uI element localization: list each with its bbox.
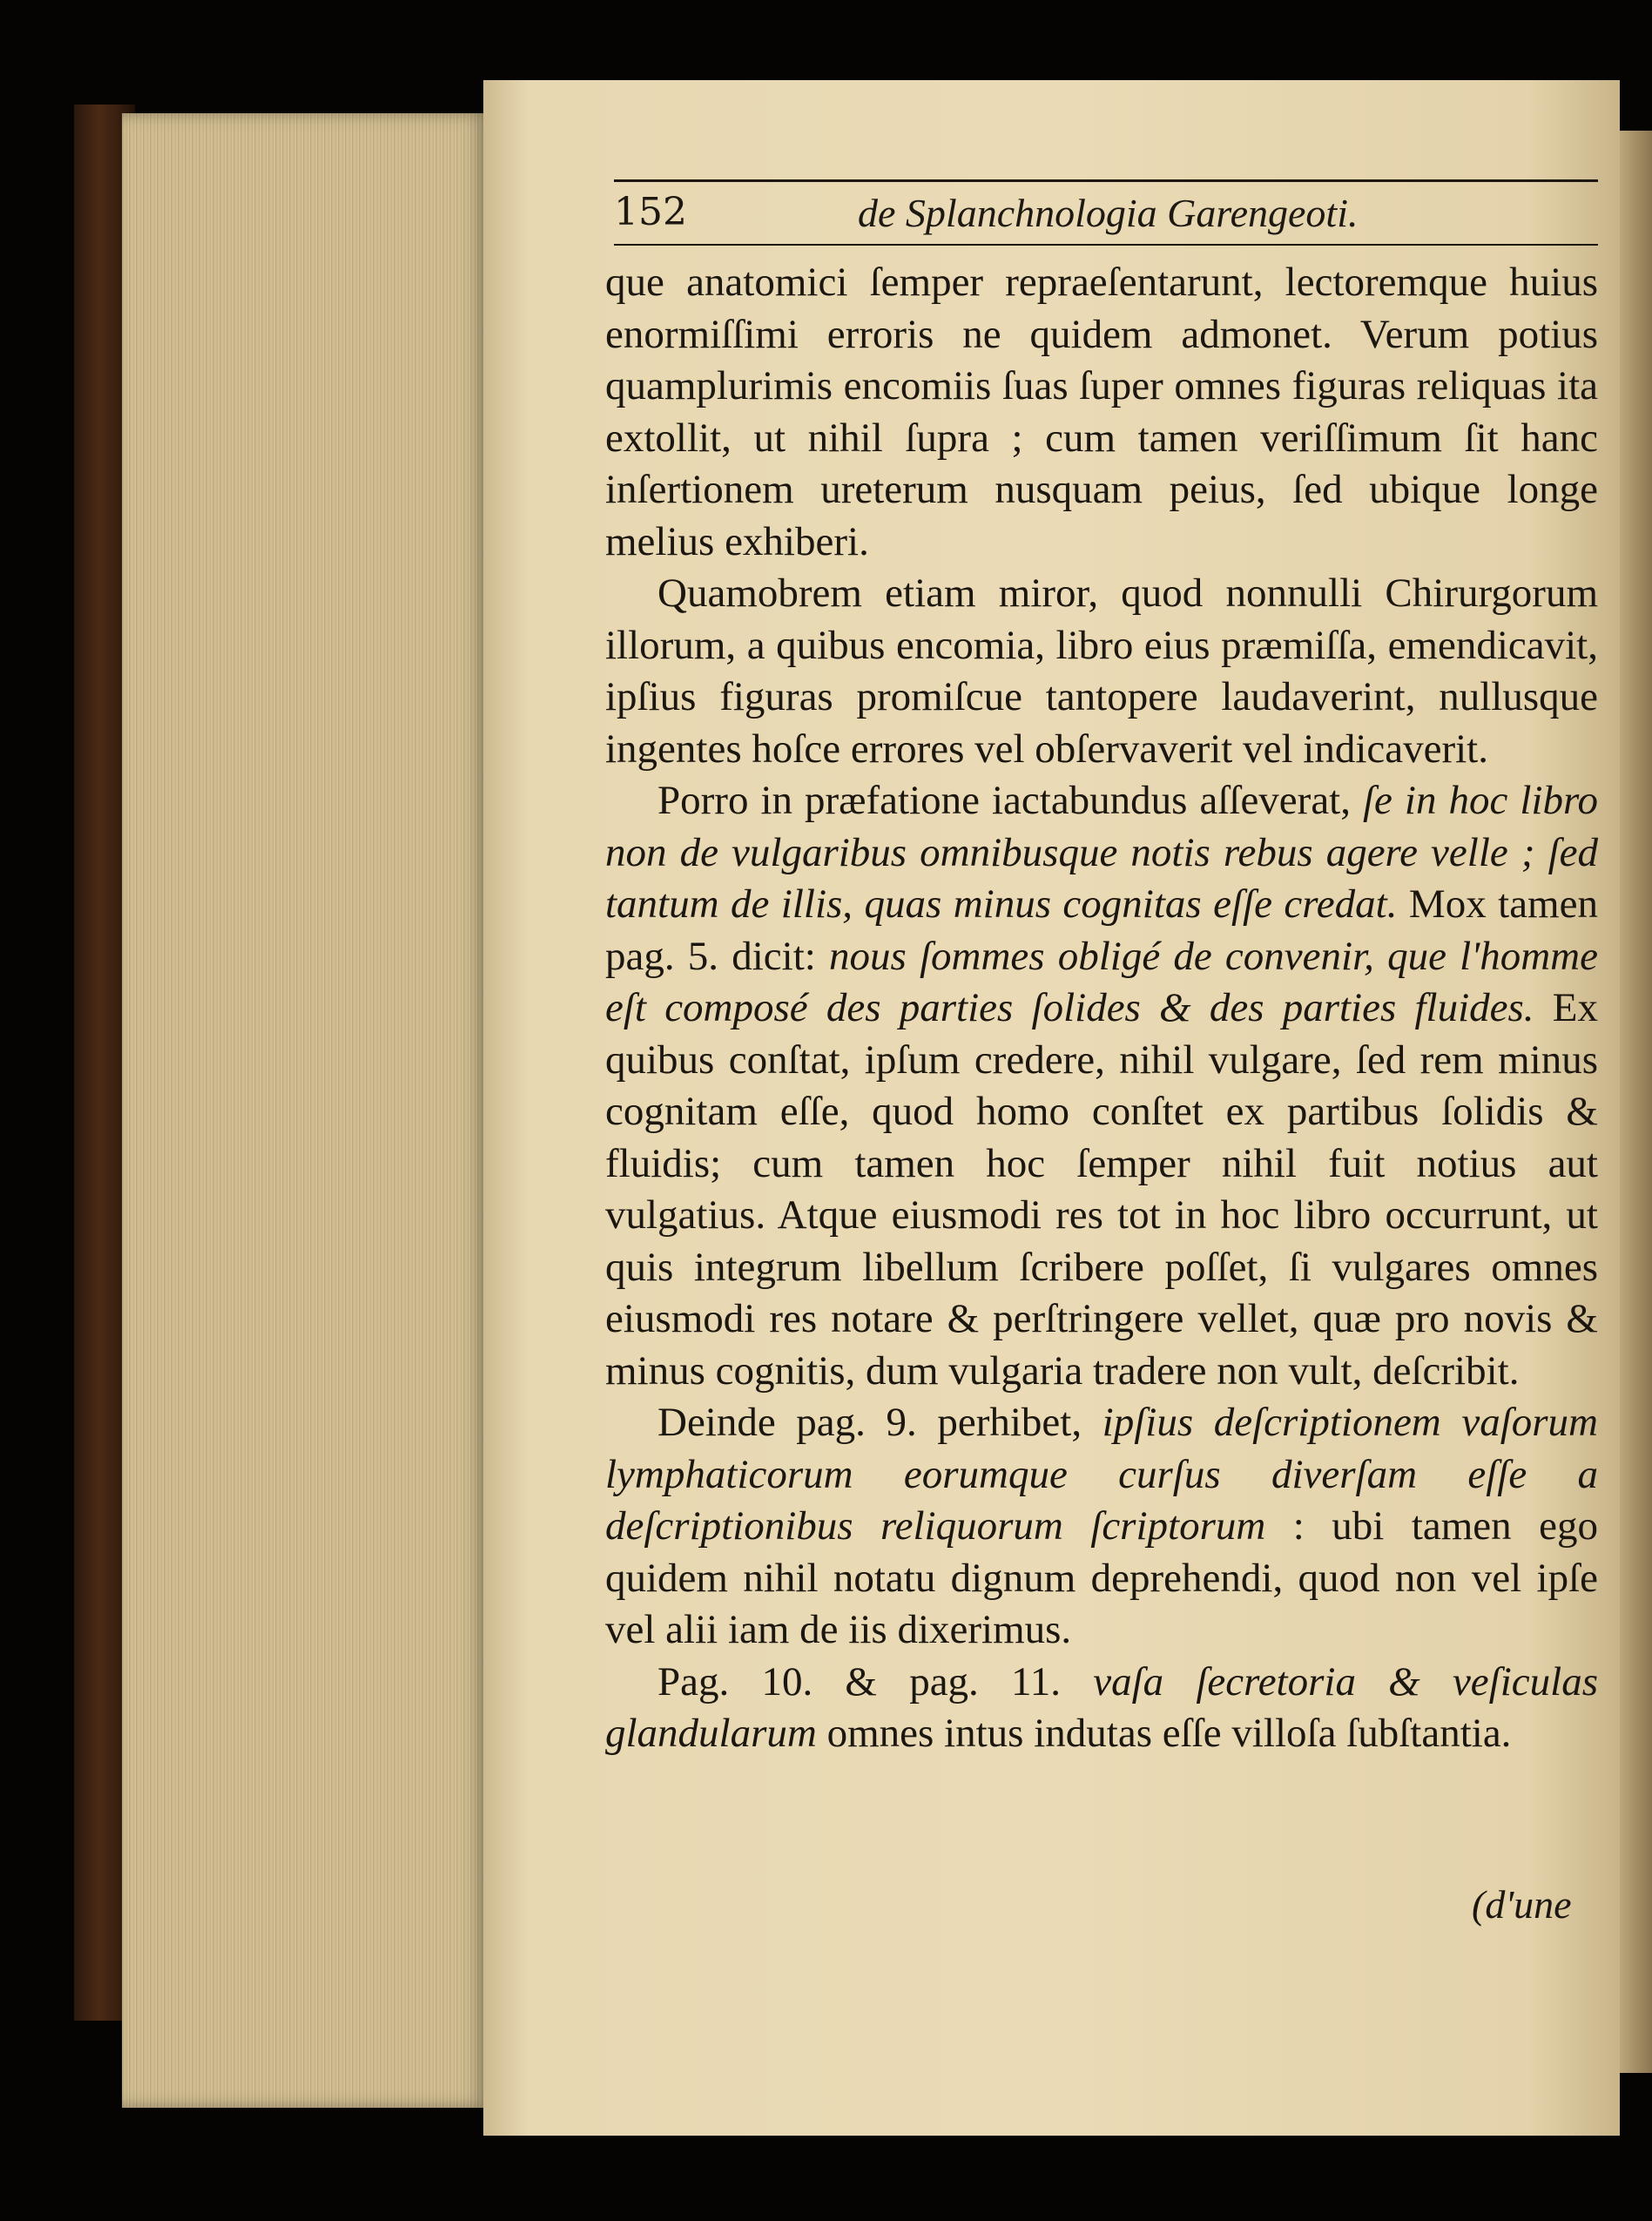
page-edges	[122, 113, 488, 2108]
running-header	[614, 190, 1598, 242]
paragraph-text: Pag. 10. & pag. 11.	[657, 1658, 1094, 1705]
paragraph-text: Ex quibus conſtat, ipſum credere, nihil vulgare, ſed rem minus cognitam eſſe, quod homo conſtet ex partibus ſolidis & fluidis; cum tamen hoc ſemper nihil fuit notius aut vulgatius. Atque eiusmodi res tot in hoc libro occurrunt, ut quis integrum libellum ſcribere poſſet, ſi vulgares omnes eiusmodi res notare & perſtringere vellet, quæ pro novis & minus cognitis, dum vulgaria tradere non vult, deſcribit.	[605, 985, 1598, 1394]
page-number: 152	[614, 190, 687, 234]
italic-quote: ipſius deſcriptionem vaſorum lymphaticorum eorumque curſus diverſam eſſe a deſcriptionibus reliquorum ſcriptorum	[605, 1400, 1598, 1549]
italic-quote: nous ſommes obligé de convenir, que l'homme eſt composé des parties ſolides & des parties fluides.	[605, 933, 1598, 1030]
body-text	[605, 257, 1598, 1760]
paragraph	[605, 1657, 1598, 1760]
running-title: de Splanchnologia Garengeoti.	[858, 191, 1359, 235]
paragraph: Quamobrem etiam miror, quod nonnulli Chirurgorum illorum, a quibus encomia, libro eius præmiſſa, emendicavit, ipſius figuras promiſcue tantopere laudaverint, nullusque ingentes hoſce errores vel obſervaverit vel indicaverit.	[605, 570, 1598, 772]
header-rule-bottom	[614, 244, 1598, 246]
italic-quote: ſe in hoc libro non de vulgaribus omnibusque notis rebus agere velle ; ſed tantum de illis, quas minus cognitas eſſe credat.	[605, 778, 1598, 927]
facing-page-edge	[1620, 131, 1652, 2073]
paragraph-text: omnes intus indutas eſſe villoſa ſubſtantia.	[816, 1711, 1512, 1756]
italic-quote: vaſa ſecretoria & veſiculas glandularum	[605, 1658, 1598, 1756]
paragraph: que anatomici ſemper repraeſentarunt, lectoremque huius enormiſſimi erroris ne quidem admonet. Verum potius quamplurimis encomiis ſuas ſuper omnes figuras reliquas ita extollit, ut nihil ſupra ; cum tamen veriſſimum ſit hanc inſertionem ureterum nusquam peius, ſed ubique longe melius exhiberi.	[605, 260, 1598, 564]
header-rule-top	[614, 179, 1598, 182]
paragraph	[605, 775, 1598, 1397]
catchword: (d'une	[1472, 1882, 1572, 1927]
paragraph-text: Porro in præfatione iactabundus aſſeverat,	[657, 778, 1363, 823]
paragraph-text: Deinde pag. 9. perhibet,	[657, 1400, 1102, 1445]
paragraph-text: Mox tamen pag. 5. dicit:	[605, 881, 1598, 979]
paragraph-text: : ubi tamen ego quidem nihil notatu dignum deprehendi, quod non vel ipſe vel alii iam de iis dixerimus.	[605, 1503, 1598, 1652]
paragraph	[605, 1397, 1598, 1657]
